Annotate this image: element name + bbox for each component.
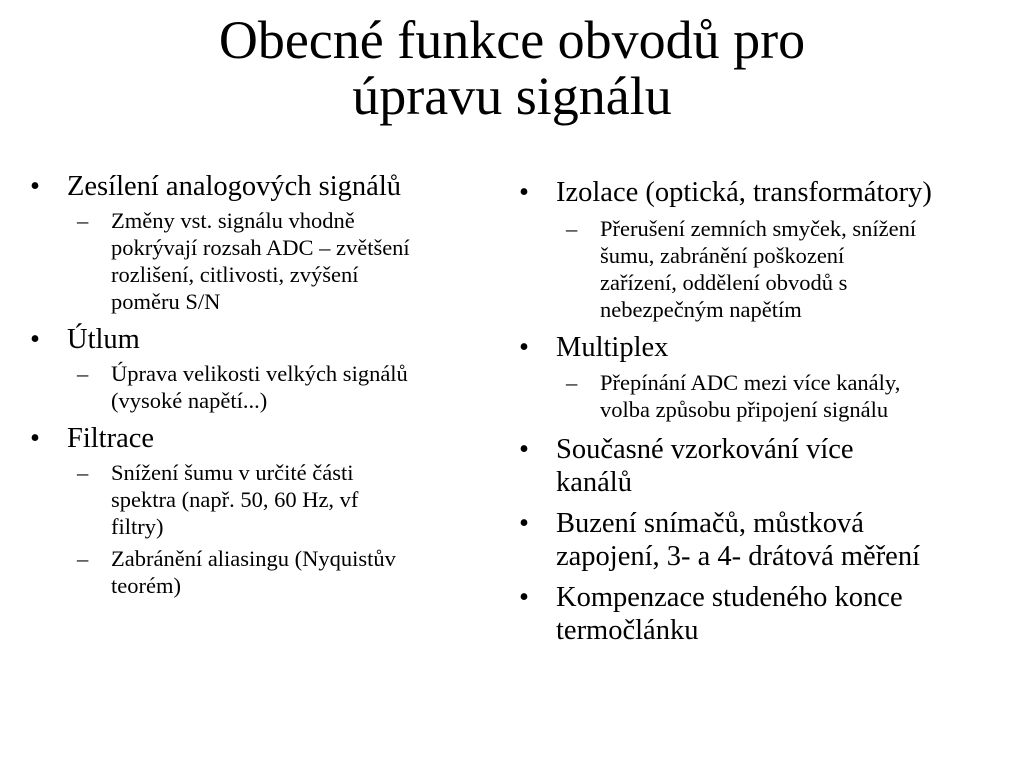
sub-bullet-item bbox=[30, 360, 500, 414]
bullet-marker: • bbox=[30, 171, 40, 202]
slide-title bbox=[0, 12, 1024, 124]
bullet-text: kanálů bbox=[556, 467, 632, 498]
sub-bullet-text: volba způsobu připojení signálu bbox=[600, 397, 889, 422]
sub-bullet-item bbox=[519, 215, 1014, 323]
sub-bullet-text: šumu, zabránění poškození bbox=[600, 243, 845, 268]
sub-bullet-text: filtry) bbox=[111, 514, 164, 539]
bullet-marker: • bbox=[519, 508, 529, 539]
sub-bullet-text: teorém) bbox=[111, 573, 181, 598]
bullet-item-isolation bbox=[519, 176, 1014, 209]
sub-bullet-text: nebezpečným napětím bbox=[600, 297, 802, 322]
dash-marker: – bbox=[77, 361, 89, 386]
sub-bullet-item bbox=[30, 459, 500, 540]
sub-bullet-text: rozlišení, citlivosti, zvýšení bbox=[111, 262, 359, 287]
sub-bullet-text: Úprava velikosti velkých signálů bbox=[111, 361, 408, 386]
dash-marker: – bbox=[77, 208, 89, 233]
bullet-marker: • bbox=[30, 324, 40, 355]
bullet-text: Izolace (optická, transformátory) bbox=[556, 177, 932, 208]
dash-marker: – bbox=[566, 370, 578, 395]
bullet-text: termočlánku bbox=[556, 615, 699, 646]
bullet-item-filtering bbox=[30, 422, 500, 455]
sub-bullet-text: poměru S/N bbox=[111, 289, 221, 314]
bullet-marker: • bbox=[519, 582, 529, 613]
bullet-item-sensor-excitation bbox=[519, 507, 1014, 573]
bullet-item-attenuation bbox=[30, 323, 500, 356]
bullet-item-cold-junction bbox=[519, 581, 1014, 647]
dash-marker: – bbox=[566, 216, 578, 241]
sub-bullet-text: Změny vst. signálu vhodně bbox=[111, 208, 355, 233]
bullet-text: Zesílení analogových signálů bbox=[67, 171, 401, 202]
bullet-text: Kompenzace studeného konce bbox=[556, 582, 903, 613]
bullet-marker: • bbox=[519, 434, 529, 465]
bullet-text: Multiplex bbox=[556, 332, 669, 363]
bullet-text: zapojení, 3- a 4- drátová měření bbox=[556, 541, 921, 572]
sub-bullet-text: Snížení šumu v určité části bbox=[111, 460, 354, 485]
sub-bullet-text: (vysoké napětí...) bbox=[111, 388, 268, 413]
sub-bullet-text: Přerušení zemních smyček, snížení bbox=[600, 216, 917, 241]
bullet-marker: • bbox=[30, 423, 40, 454]
bullet-marker: • bbox=[519, 332, 529, 363]
bullet-marker: • bbox=[519, 177, 529, 208]
sub-bullet-text: zařízení, oddělení obvodů s bbox=[600, 270, 848, 295]
dash-marker: – bbox=[77, 546, 89, 571]
bullet-item-amplification bbox=[30, 170, 500, 203]
left-bullet-column bbox=[30, 170, 500, 599]
dash-marker: – bbox=[77, 460, 89, 485]
sub-bullet-text: Zabránění aliasingu (Nyquistův bbox=[111, 546, 396, 571]
right-bullet-column bbox=[519, 176, 1014, 647]
sub-bullet-text: pokrývají rozsah ADC – zvětšení bbox=[111, 235, 410, 260]
sub-bullet-item bbox=[30, 207, 500, 315]
sub-bullet-item bbox=[519, 369, 1014, 423]
title-line-2: úpravu signálu bbox=[352, 66, 672, 126]
bullet-text: Útlum bbox=[67, 324, 140, 355]
bullet-text: Současné vzorkování více bbox=[556, 434, 854, 465]
sub-bullet-text: spektra (např. 50, 60 Hz, vf bbox=[111, 487, 359, 512]
sub-bullet-item bbox=[30, 545, 500, 599]
bullet-item-multiplex bbox=[519, 331, 1014, 364]
title-line-1: Obecné funkce obvodů pro bbox=[218, 10, 806, 70]
bullet-text: Filtrace bbox=[67, 423, 155, 454]
bullet-text: Buzení snímačů, můstková bbox=[556, 508, 864, 539]
bullet-item-simultaneous-sampling bbox=[519, 433, 1014, 499]
sub-bullet-text: Přepínání ADC mezi více kanály, bbox=[600, 370, 901, 395]
